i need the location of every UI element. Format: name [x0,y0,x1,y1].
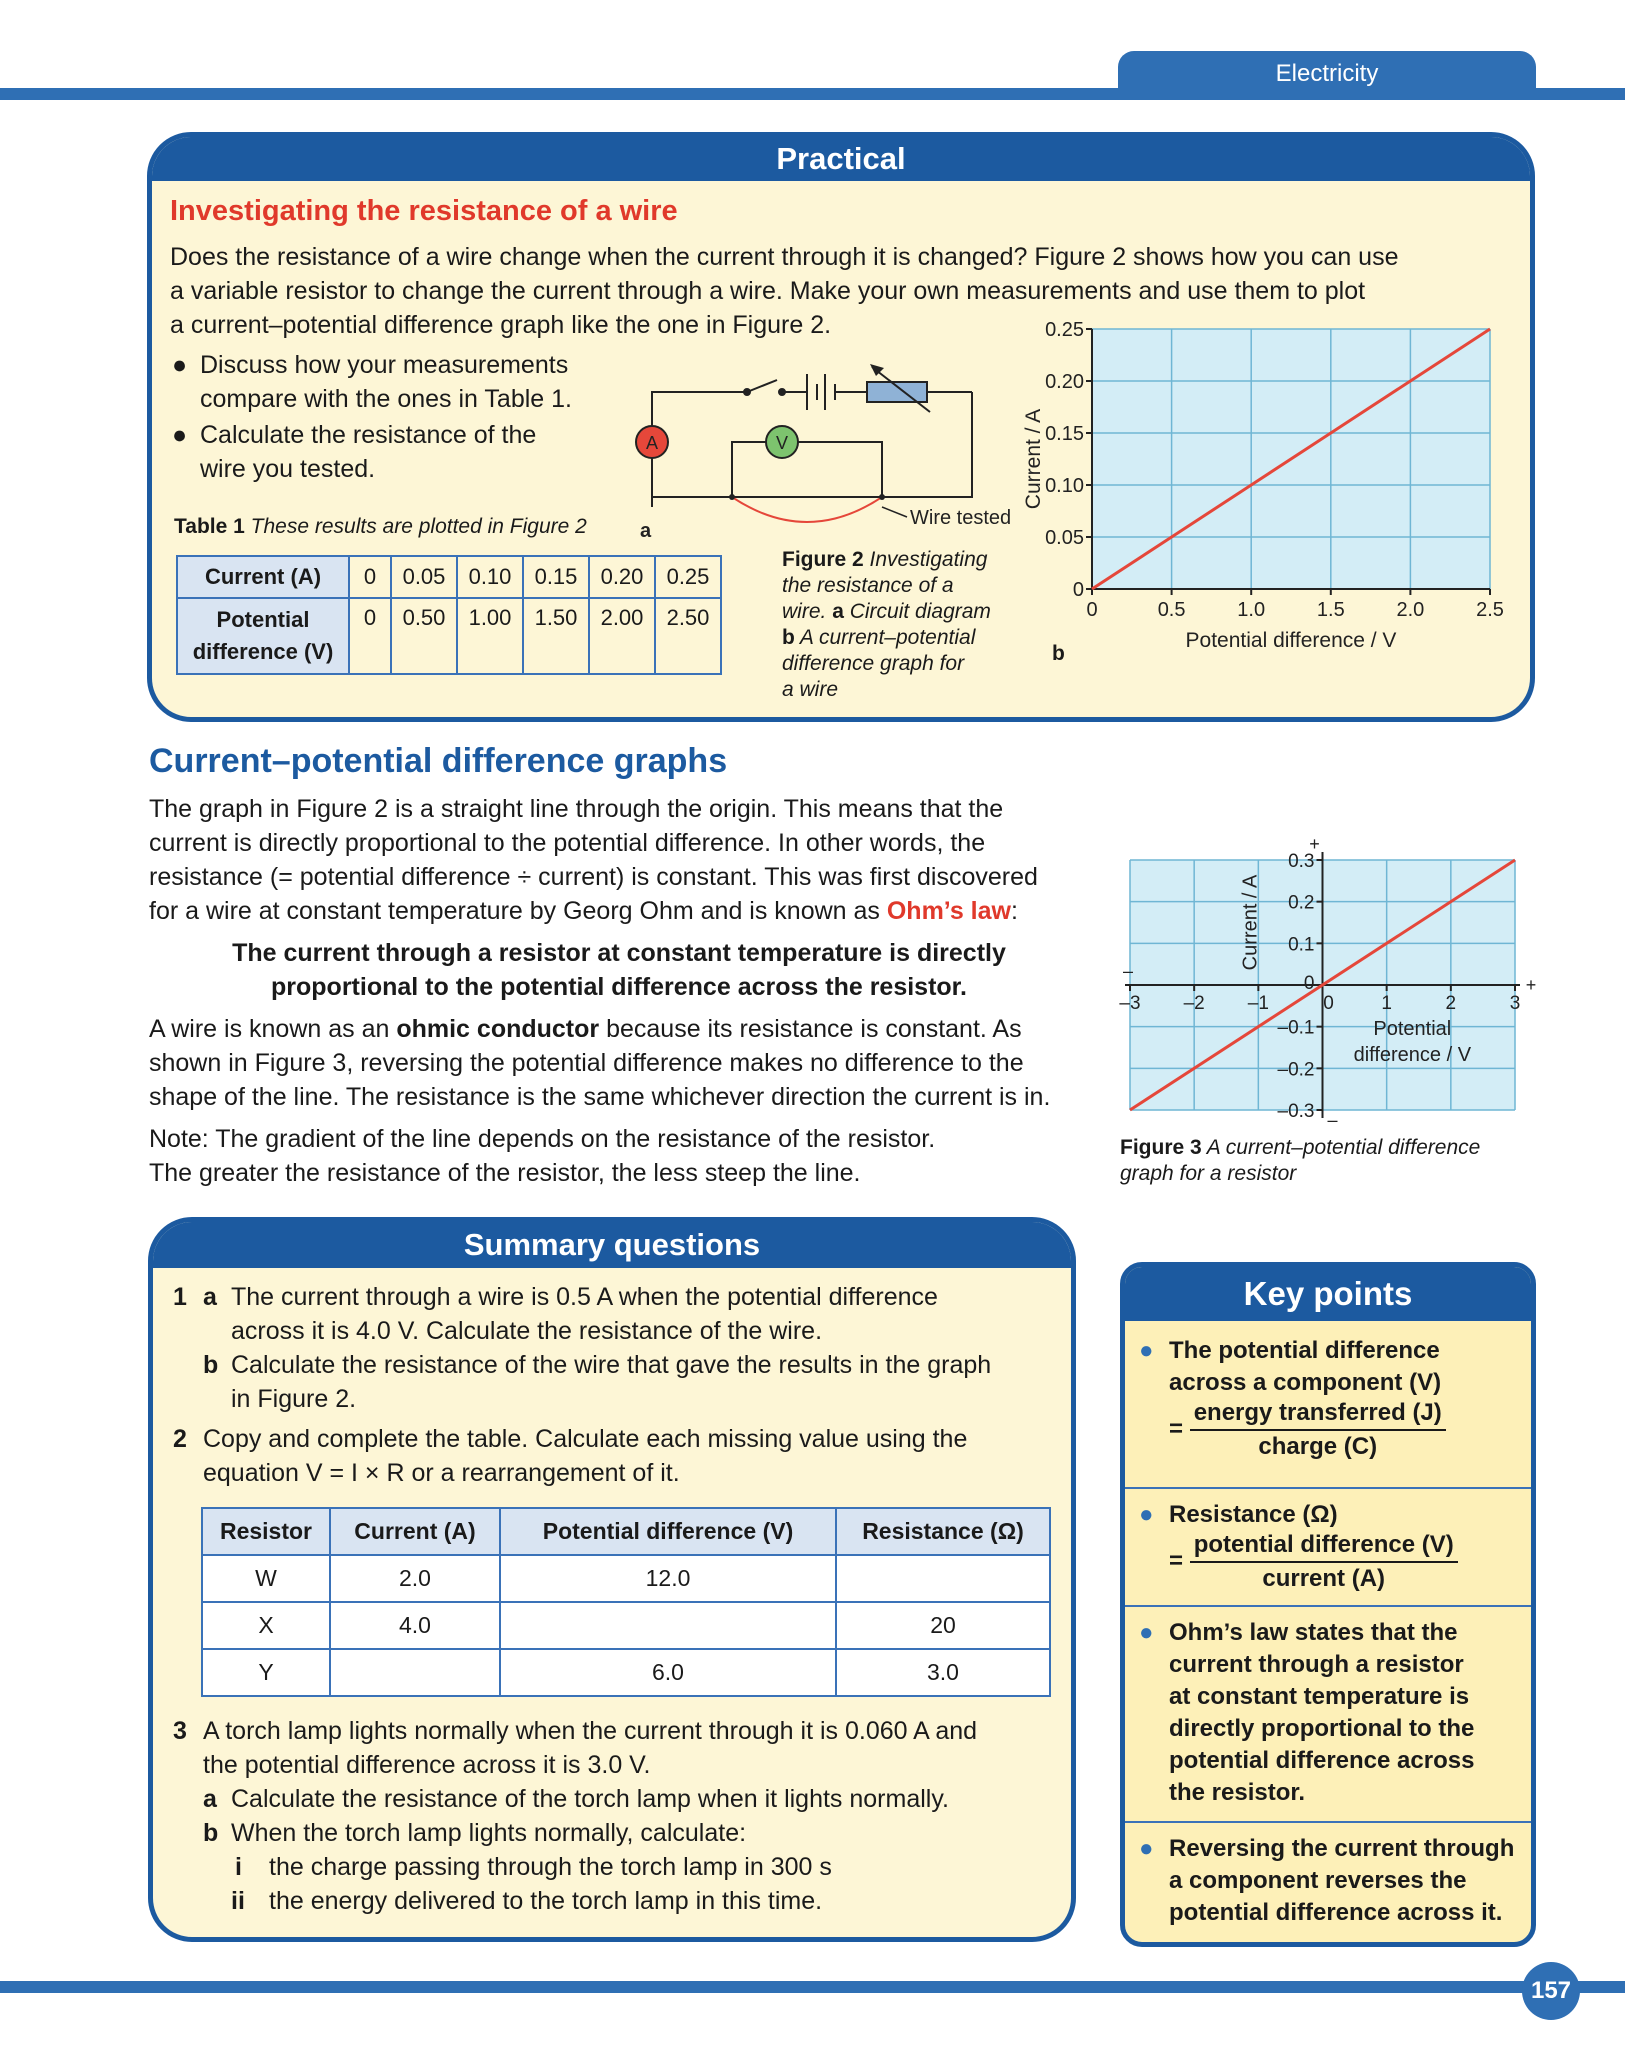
section-tab: Electricity [1118,51,1536,97]
x-tick-label: 0 [1086,599,1098,621]
x-tick-label: –2 [1183,993,1205,1014]
table-cell: 0.20 [589,556,655,598]
table-header: Current (A) [330,1508,500,1555]
table-cell: 0.50 [391,598,457,674]
bullet-line: Calculate the resistance of the [200,421,537,449]
y-tick-label: 0.2 [1288,892,1315,914]
para-line: shape of the line. The resistance is the same whichever direction the current is in. [149,1083,1051,1111]
bullet-dot-icon: ● [1139,1835,1154,1862]
practical-box [147,132,1535,722]
caption-text: These results are plotted in Figure 2 [250,515,587,538]
x-axis-label: Potential [1373,1018,1452,1040]
y-tick-label: 0.3 [1288,851,1315,872]
summary-heading: Summary questions [153,1222,1071,1268]
figure3-graph [1115,820,1545,1140]
table-header: Current (A) [177,556,349,598]
cpd-paragraph-2 [149,1012,1089,1114]
divider [1125,1605,1531,1607]
figure2-graph [1012,297,1532,657]
key-point-4: ● Reversing the current through a component reverses the potential difference across it. [1139,1835,1515,1926]
bullet-line: compare with the ones in Table 1. [200,385,572,413]
divider [1125,1487,1531,1489]
table-header: Resistor [202,1508,330,1555]
bullet-dot-icon: ● [1139,1619,1154,1646]
table-row: W 2.0 12.0 [202,1555,1050,1602]
x-tick-label: 2.0 [1396,599,1425,621]
plus-sign: + [1525,975,1537,995]
cpd-note [149,1122,1089,1190]
x-tick-label: –3 [1119,993,1141,1014]
figure2-caption: Figure 2 Investigating the resistance of a wire. a Circuit diagram b A current–potential difference graph for a wire [782,548,991,701]
y-tick-label: 0.1 [1288,934,1315,956]
y-tick-label: 0 [1072,579,1084,601]
ohmic-term: ohmic conductor [396,1015,600,1043]
table-header-row [202,1508,1050,1555]
y-tick-label: 0.15 [1045,423,1084,445]
intro-line: a variable resistor to change the current through a wire. Make your own measurements and use them to plot [170,277,1366,305]
key-point-3: ● Ohm’s law states that the current through a resistor at constant temperature is directly proportional to the potential difference across the resistor. [1139,1619,1475,1806]
para-line: shown in Figure 3, reversing the potential difference makes no difference to the [149,1049,1024,1077]
ammeter-label: A [645,433,659,453]
table-row [177,598,721,674]
para-line: The graph in Figure 2 is a straight line through the origin. This means that the [149,795,1004,823]
table-cell: 0.15 [523,556,589,598]
test-wire [732,497,882,522]
table-cell: 2.50 [655,598,721,674]
intro-line: a current–potential difference graph like the one in Figure 2. [170,311,832,339]
cpd-paragraph [149,792,1089,928]
question-1: 1 a The current through a wire is 0.5 A when the potential difference across it is 4.0 V. Calculate the resistance of the wire. b Calculate the resistance of the wire that gave the results in the graph in Figure 2. [173,1283,992,1413]
figure-label: Figure 3 [1120,1136,1202,1159]
summary-table [201,1507,1051,1697]
bullet-line: Discuss how your measurements [200,351,569,379]
para-line: The greater the resistance of the resistor, the less steep the line. [149,1159,861,1187]
bullet-dot-icon: ● [1139,1337,1154,1364]
bullet-dot-icon: ● [172,351,188,379]
footer-bar [0,1981,1625,1993]
voltmeter-label: V [775,433,789,453]
table-header: Resistance (Ω) [836,1508,1050,1555]
x-tick-label: 0.5 [1157,599,1186,621]
section-title: Current–potential difference graphs [149,742,728,780]
para-line: current is directly proportional to the potential difference. In other words, the [149,829,986,857]
x-tick-label: 3 [1509,993,1521,1014]
circuit-diagram [592,342,1012,542]
y-tick-label: –0.2 [1277,1059,1315,1081]
table-cell: 1.50 [523,598,589,674]
intro-line: Does the resistance of a wire change when the current through it is changed? Figure 2 shows how you can use [170,243,1399,271]
x-axis-label: Potential difference / V [1185,629,1397,652]
caption-label: Table 1 [174,515,245,538]
table-header: Potential difference (V) [177,598,349,674]
y-tick-label: 0 [1303,973,1315,994]
plus-sign: + [1309,834,1320,854]
bullet-line: wire you tested. [200,455,376,483]
x-tick-label: 1.5 [1316,599,1345,621]
question-2: 2 Copy and complete the table. Calculate each missing value using the equation V = I × R or a rearrangement of it. [173,1425,968,1487]
x-tick-label: 2.5 [1476,599,1504,621]
key-points-box [1120,1262,1536,1947]
key-points-heading: Key points [1125,1267,1531,1321]
table-cell: 0.25 [655,556,721,598]
para-line: for a wire at constant temperature by Georg Ohm and is known as Ohm’s law: [149,897,1018,925]
bullet-dot-icon: ● [1139,1501,1154,1528]
table-header: Potential difference (V) [500,1508,836,1555]
para-line: A wire is known as an ohmic conductor because its resistance is constant. As [149,1015,1022,1043]
summary-box [148,1217,1076,1942]
practical-bullets [170,348,572,486]
y-tick-label: 0.05 [1045,527,1084,549]
switch-icon [747,380,777,392]
practical-title: Investigating the resistance of a wire [170,195,678,227]
y-tick-label: –0.3 [1277,1101,1315,1122]
table-cell: 2.00 [589,598,655,674]
table-cell: 0.10 [457,556,523,598]
minus-sign: – [1327,1110,1338,1130]
divider [1125,1821,1531,1823]
question-3: 3 A torch lamp lights normally when the current through it is 0.060 A and the potential difference across it is 3.0 V. a Calculate the resistance of the torch lamp when it lights normally. b When the torch lamp lights normally, calculate: i the charge passing through the torch lamp in 300 s ii the energy delivered to the torch lamp in this time. [173,1717,978,1915]
y-tick-label: 0.20 [1045,371,1084,393]
table-cell: 0.05 [391,556,457,598]
table1 [176,555,722,675]
page-number: 157 [1522,1962,1580,2020]
table-row: X 4.0 20 [202,1602,1050,1649]
x-tick-label: 1 [1381,993,1392,1014]
bullet-item [170,348,572,416]
minus-sign: – [1122,961,1134,981]
key-point-1: ● The potential difference across a component (V) = $\frac{\text{energy transferred (J)}}{\text{charge (C)}}$ [1139,1335,1529,1463]
variable-resistor-icon [867,382,927,402]
table-cell: 1.00 [457,598,523,674]
table1-caption [174,515,587,539]
practical-heading: Practical [152,137,1530,181]
x-axis-label: difference / V [1353,1044,1472,1066]
x-tick-label: –1 [1247,993,1269,1014]
bullet-item [170,418,572,486]
bullet-dot-icon: ● [172,421,188,449]
x-tick-label: 0 [1323,993,1334,1014]
wire-tested-label: Wire tested [910,507,1012,529]
para-line: resistance (= potential difference ÷ current) is constant. This was first discovered [149,863,1038,891]
para-line: Note: The gradient of the line depends on the resistance of the resistor. [149,1125,936,1153]
y-tick-label: 0.10 [1045,475,1084,497]
ohms-law-statement: The current through a resistor at constant temperature is directly proportional to the potential difference across the resistor. [232,939,1006,1001]
part-b-label: b [1052,642,1065,665]
table-row: Y 6.0 3.0 [202,1649,1050,1696]
y-axis-label: Current / A [1022,408,1045,510]
x-tick-label: 2 [1445,993,1457,1014]
x-tick-label: 1.0 [1237,599,1266,621]
y-tick-label: –0.1 [1277,1017,1315,1039]
y-axis-label: Current / A [1239,874,1262,971]
table-cell: 0 [349,556,391,598]
figure3-caption: Figure 3 A current–potential difference graph for a resistor [1120,1136,1481,1185]
table-cell: 0 [349,598,391,674]
figure-label: Figure 2 [782,548,864,571]
ohms-law-term: Ohm’s law [886,897,1011,925]
table-row [177,556,721,598]
y-tick-label: 0.25 [1045,319,1084,341]
key-point-2: ● Resistance (Ω) = $\frac{\text{potential difference (V)}}{\text{current (A)}}$ [1139,1499,1529,1595]
part-a-label: a [640,520,652,542]
